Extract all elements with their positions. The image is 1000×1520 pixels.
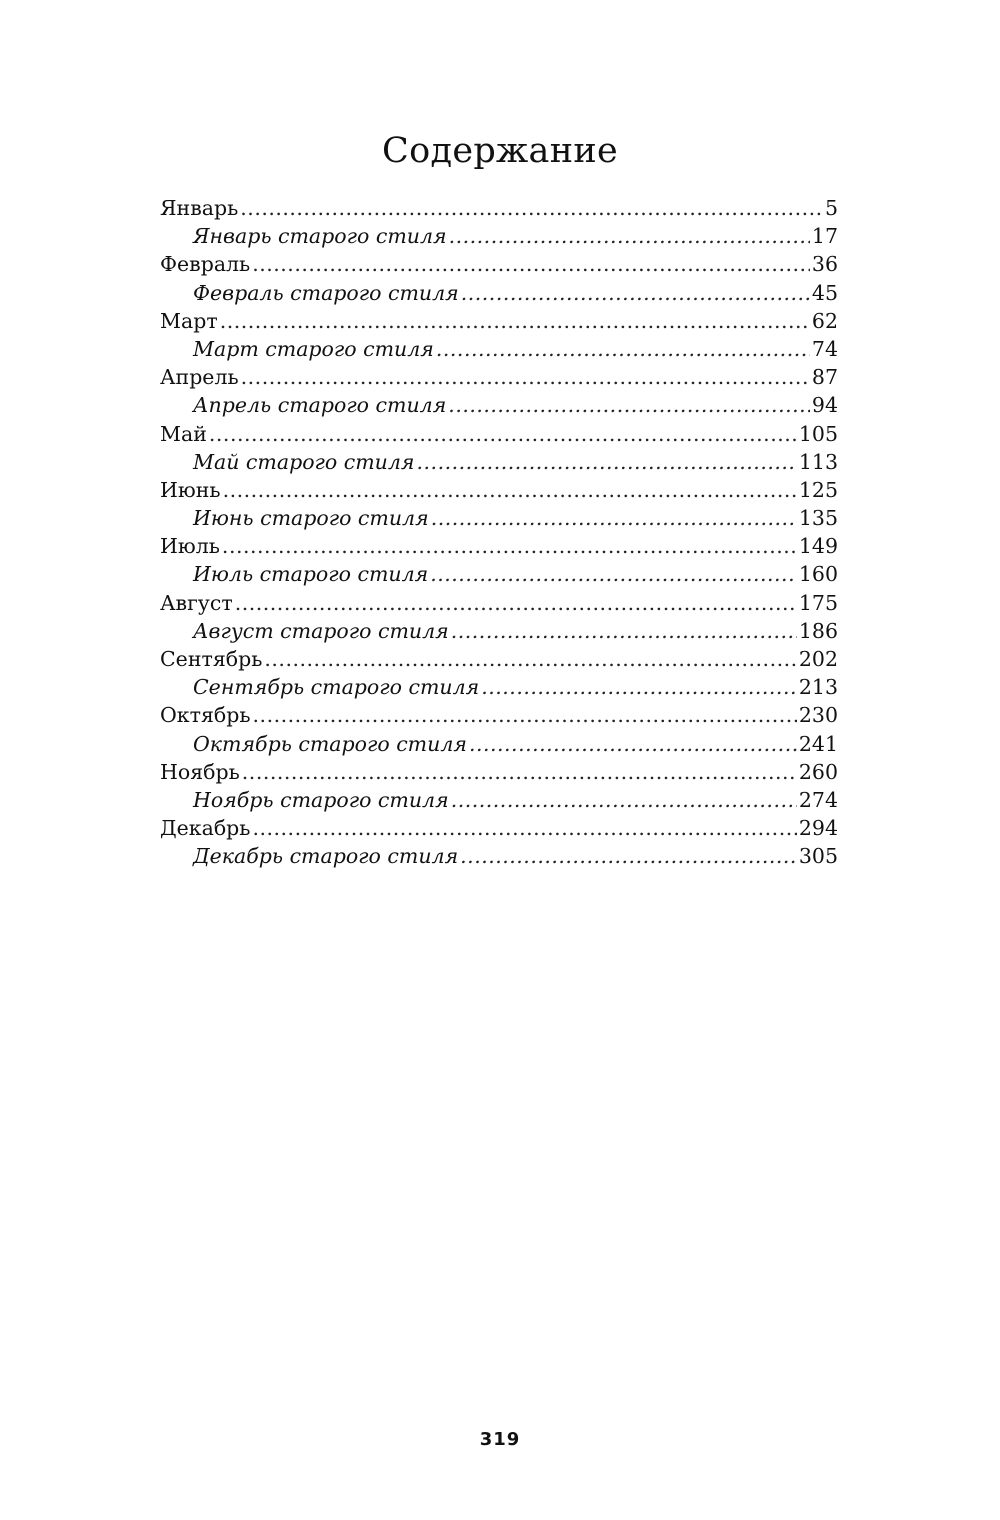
toc-entry-page: 160	[798, 562, 838, 587]
dot-leader	[209, 420, 797, 448]
toc-entry-label: Сентябрь	[160, 647, 263, 671]
toc-entry	[160, 250, 838, 278]
toc-entry-page: 45	[811, 280, 838, 305]
dot-leader	[223, 476, 797, 504]
toc-entry-label: Июль старого стиля	[193, 562, 429, 587]
toc-entry-page: 113	[798, 449, 838, 474]
dot-leader	[436, 335, 810, 363]
toc-entry-label: Февраль старого стиля	[193, 280, 459, 305]
toc-entry-label: Январь	[160, 196, 239, 220]
toc-entry-label: Апрель старого стиля	[193, 393, 447, 418]
toc-entry-label: Август старого стиля	[193, 618, 449, 643]
toc-entry-label: Август	[160, 590, 233, 615]
toc-entry-page: 186	[798, 618, 838, 643]
toc-entry	[160, 532, 838, 560]
toc-entry-page: 36	[811, 252, 838, 277]
toc-entry-page: 135	[798, 506, 838, 531]
toc-subentry	[160, 617, 838, 645]
dot-leader	[235, 589, 797, 617]
dot-leader	[264, 645, 796, 673]
dot-leader	[430, 560, 797, 588]
toc-entry-page: 74	[811, 336, 838, 361]
dot-leader	[431, 504, 797, 532]
toc-entry-label: Июнь	[160, 477, 221, 502]
toc-entry-label: Март	[160, 308, 218, 333]
toc-entry	[160, 814, 838, 842]
toc-entry-label: Февраль	[160, 252, 251, 277]
dot-leader	[222, 532, 797, 560]
toc-entry	[160, 701, 838, 729]
dot-leader	[253, 701, 797, 729]
dot-leader	[448, 391, 810, 419]
table-of-contents	[160, 194, 838, 871]
toc-entry-label: Декабрь старого стиля	[193, 844, 459, 869]
toc-entry-label: Май старого стиля	[193, 449, 415, 474]
toc-entry-page: 105	[798, 421, 838, 446]
dot-leader	[417, 448, 797, 476]
toc-entry	[160, 194, 838, 222]
toc-entry	[160, 307, 838, 335]
toc-entry	[160, 645, 838, 673]
toc-entry	[160, 476, 838, 504]
toc-entry-page: 17	[811, 224, 838, 249]
dot-leader	[461, 279, 810, 307]
toc-entry-page: 260	[798, 759, 838, 784]
page-title: Содержание	[382, 131, 618, 171]
toc-subentry	[160, 335, 838, 363]
toc-entry	[160, 758, 838, 786]
dot-leader	[252, 814, 796, 842]
dot-leader	[449, 222, 810, 250]
toc-subentry	[160, 673, 838, 701]
toc-entry-page: 213	[798, 675, 838, 700]
toc-entry-page: 149	[798, 534, 838, 559]
dot-leader	[451, 786, 797, 814]
toc-entry-label: Октябрь старого стиля	[193, 731, 467, 756]
dot-leader	[451, 617, 797, 645]
toc-entry-label: Июнь старого стиля	[193, 506, 429, 531]
toc-entry-label: Май	[160, 421, 207, 446]
toc-entry-label: Ноябрь	[160, 759, 240, 784]
page-number: 319	[479, 1429, 521, 1450]
dot-leader	[460, 842, 797, 870]
toc-entry-page: 62	[811, 308, 838, 333]
toc-subentry	[160, 504, 838, 532]
toc-entry-label: Октябрь	[160, 703, 251, 728]
toc-entry-label: Декабрь	[160, 816, 251, 841]
toc-entry-page: 94	[811, 393, 838, 418]
toc-subentry	[160, 730, 838, 758]
toc-entry-label: Июль	[160, 534, 220, 559]
toc-entry-page: 305	[798, 844, 838, 869]
toc-subentry	[160, 786, 838, 814]
toc-subentry	[160, 560, 838, 588]
toc-subentry	[160, 448, 838, 476]
toc-entry-label: Апрель	[160, 365, 239, 390]
dot-leader	[469, 730, 797, 758]
toc-subentry	[160, 391, 838, 419]
toc-subentry	[160, 279, 838, 307]
toc-entry-page: 175	[798, 590, 838, 615]
toc-entry-label: Март старого стиля	[193, 336, 434, 361]
toc-entry-page: 274	[798, 787, 838, 812]
toc-entry-page: 241	[798, 731, 838, 756]
toc-entry	[160, 420, 838, 448]
toc-entry	[160, 363, 838, 391]
dot-leader	[240, 194, 823, 222]
toc-entry-label: Январь старого стиля	[193, 224, 447, 249]
toc-entry-label: Ноябрь старого стиля	[193, 787, 449, 812]
toc-entry-page: 230	[798, 703, 838, 728]
toc-entry-label: Сентябрь старого стиля	[193, 675, 480, 700]
toc-entry-page: 125	[798, 477, 838, 502]
dot-leader	[242, 758, 797, 786]
toc-entry-page: 294	[798, 816, 838, 841]
toc-subentry	[160, 222, 838, 250]
toc-entry-page: 202	[798, 647, 838, 671]
dot-leader	[252, 250, 810, 278]
toc-entry-page: 87	[811, 365, 838, 390]
toc-entry	[160, 589, 838, 617]
toc-subentry	[160, 842, 838, 870]
toc-entry-page: 5	[824, 196, 838, 220]
dot-leader	[481, 673, 797, 701]
dot-leader	[241, 363, 810, 391]
dot-leader	[220, 307, 810, 335]
